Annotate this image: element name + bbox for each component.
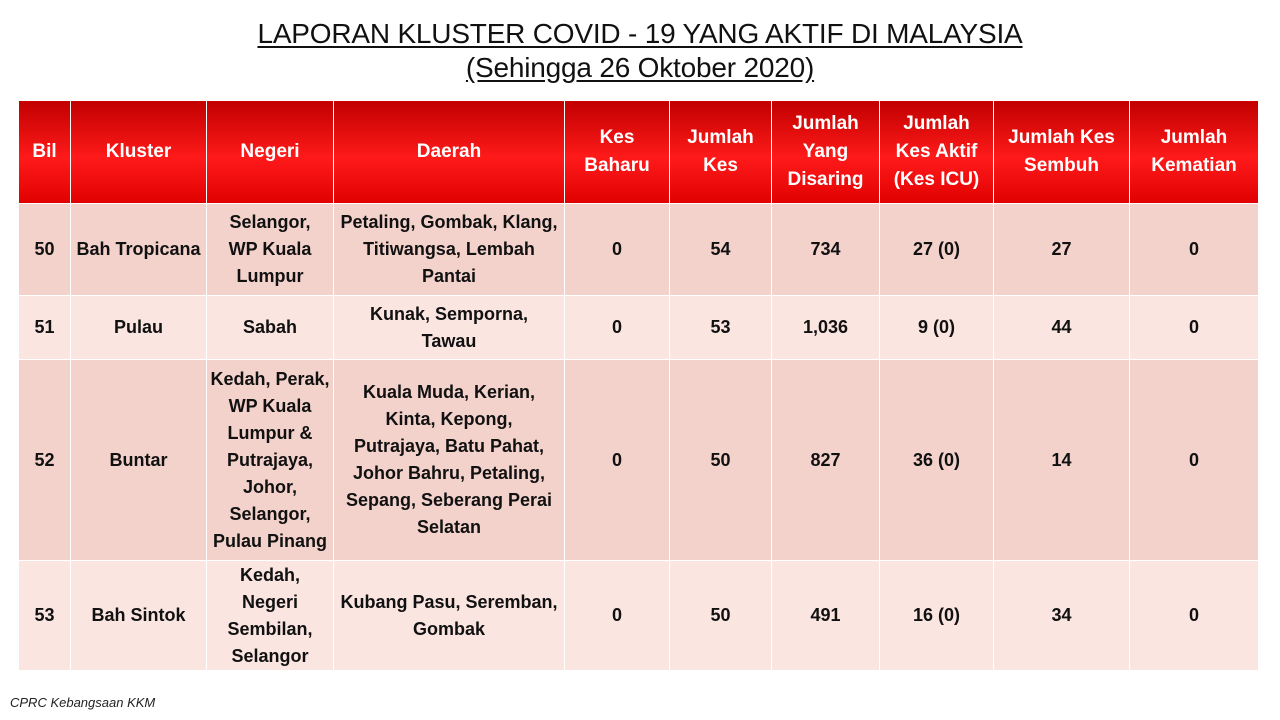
cluster-table: [18, 100, 1259, 671]
header-kluster: [71, 101, 207, 204]
header-label-line: Kematian: [1151, 155, 1237, 176]
cell-jumlah-disaring: 1,036: [772, 296, 880, 360]
cell-bil: 51: [19, 296, 71, 360]
table-row: [19, 561, 1259, 671]
cell-kes-aktif: 27 (0): [880, 204, 994, 296]
cell-daerah: [334, 204, 565, 296]
cell-text-line: Johor,: [242, 476, 297, 497]
cell-text-line: WP Kuala: [228, 395, 312, 416]
cell-jumlah-kes: 53: [670, 296, 772, 360]
header-label-line: Bil: [32, 141, 57, 162]
cell-text-line: Kedah,: [239, 564, 300, 585]
header-label-line: Jumlah: [792, 113, 859, 134]
cell-bil: 52: [19, 360, 71, 561]
header-sembuh: [994, 101, 1130, 204]
cell-text-line: Buntar: [109, 449, 168, 470]
header-label-line: Daerah: [416, 141, 482, 162]
cell-text-line: Bah Sintok: [91, 605, 186, 625]
header-jumlah-disaring: [772, 101, 880, 204]
cell-negeri: [207, 296, 334, 360]
cell-sembuh: 14: [994, 360, 1130, 561]
header-label-line: Kes Aktif: [895, 141, 978, 162]
cell-text-line: Sabah: [242, 317, 298, 337]
cell-kes-aktif: 9 (0): [880, 296, 994, 360]
cell-kes-aktif: 36 (0): [880, 360, 994, 561]
header-label-line: Kes: [703, 155, 738, 176]
cell-kes-aktif: 16 (0): [880, 561, 994, 671]
cell-jumlah-disaring: 827: [772, 360, 880, 561]
cell-text-line: Kinta, Kepong,: [385, 409, 513, 429]
table-row: [19, 360, 1259, 561]
cell-text-line: Putrajaya,: [226, 449, 314, 470]
cell-daerah: [334, 296, 565, 360]
cell-kluster: [71, 561, 207, 671]
cell-jumlah-disaring: 491: [772, 561, 880, 671]
cell-text-line: Bah Tropicana: [76, 239, 201, 259]
cell-jumlah-kes: 54: [670, 204, 772, 296]
cell-kluster: [71, 296, 207, 360]
cell-kes-baharu: 0: [565, 204, 670, 296]
cell-kluster: [71, 360, 207, 561]
cell-daerah: [334, 561, 565, 671]
header-label-line: Kluster: [105, 141, 172, 162]
cell-kes-baharu: 0: [565, 296, 670, 360]
cell-sembuh: 44: [994, 296, 1130, 360]
cell-text-line: Kubang Pasu, Seremban,: [340, 591, 558, 612]
table-row: [19, 204, 1259, 296]
cell-negeri: [207, 360, 334, 561]
cell-jumlah-kes: 50: [670, 360, 772, 561]
cell-text-line: Kunak, Semporna,: [369, 303, 529, 324]
table-row: [19, 296, 1259, 360]
cell-bil: 50: [19, 204, 71, 296]
header-label-line: Jumlah Kes: [1008, 127, 1115, 148]
cell-text-line: Gombak: [412, 618, 486, 639]
cell-sembuh: 34: [994, 561, 1130, 671]
cell-text-line: Petaling, Gombak, Klang,: [340, 212, 558, 232]
report-title: LAPORAN KLUSTER COVID - 19 YANG AKTIF DI MALAYSIA: [257, 18, 1023, 49]
cell-text-line: Selangor,: [229, 212, 311, 232]
header-label-line: (Kes ICU): [893, 169, 980, 190]
cell-text-line: Tawau: [421, 330, 477, 351]
report-subtitle-date: (Sehingga 26 Oktober 2020): [465, 52, 815, 83]
table-header-row: [19, 101, 1259, 204]
cell-kematian: 0: [1130, 204, 1259, 296]
header-label-line: Jumlah: [687, 127, 754, 148]
cell-kluster: [71, 204, 207, 296]
header-bil: [19, 101, 71, 204]
cell-text-line: Sembilan,: [227, 618, 313, 639]
cell-text-line: Selangor,: [229, 503, 311, 524]
table-body: [19, 204, 1259, 671]
cell-negeri: [207, 204, 334, 296]
cell-kematian: 0: [1130, 296, 1259, 360]
cell-kematian: 0: [1130, 561, 1259, 671]
header-label-line: Jumlah: [903, 113, 970, 134]
header-daerah: [334, 101, 565, 204]
cell-jumlah-disaring: 734: [772, 204, 880, 296]
header-label-line: Negeri: [240, 141, 300, 162]
header-label-line: Kes: [599, 127, 635, 148]
cell-sembuh: 27: [994, 204, 1130, 296]
cell-text-line: Johor Bahru, Petaling,: [352, 463, 546, 483]
cell-text-line: Selangor: [231, 645, 309, 666]
cell-text-line: Titiwangsa, Lembah: [363, 239, 535, 259]
header-kematian: [1130, 101, 1259, 204]
header-label-line: Yang: [802, 141, 849, 162]
cell-text-line: Kuala Muda, Kerian,: [362, 382, 536, 402]
cell-text-line: Lumpur &: [227, 422, 313, 443]
cell-text-line: Pulau Pinang: [212, 530, 327, 551]
header-kes-baharu: [565, 101, 670, 204]
header-kes-aktif: [880, 101, 994, 204]
header-label-line: Sembuh: [1024, 155, 1099, 176]
cell-negeri: [207, 561, 334, 671]
cell-kes-baharu: 0: [565, 360, 670, 561]
cell-daerah: [334, 360, 565, 561]
cell-text-line: Lumpur: [236, 266, 304, 286]
header-label-line: Jumlah: [1160, 127, 1228, 148]
header-negeri: [207, 101, 334, 204]
cell-bil: 53: [19, 561, 71, 671]
header-label-line: Baharu: [584, 155, 650, 176]
cell-text-line: Selatan: [416, 517, 482, 537]
footer-source: CPRC Kebangsaan KKM: [10, 695, 156, 710]
cell-jumlah-kes: 50: [670, 561, 772, 671]
header-label-line: Disaring: [787, 169, 864, 190]
cell-text-line: Putrajaya, Batu Pahat,: [353, 436, 545, 456]
header-jumlah-kes: [670, 101, 772, 204]
cell-kes-baharu: 0: [565, 561, 670, 671]
cell-text-line: Negeri: [241, 591, 299, 612]
cell-text-line: WP Kuala: [228, 239, 312, 259]
cell-kematian: 0: [1130, 360, 1259, 561]
cell-text-line: Sepang, Seberang Perai: [345, 490, 553, 510]
cell-text-line: Pulau: [113, 317, 163, 337]
cell-text-line: Pantai: [421, 266, 477, 286]
cell-text-line: Kedah, Perak,: [210, 368, 330, 389]
